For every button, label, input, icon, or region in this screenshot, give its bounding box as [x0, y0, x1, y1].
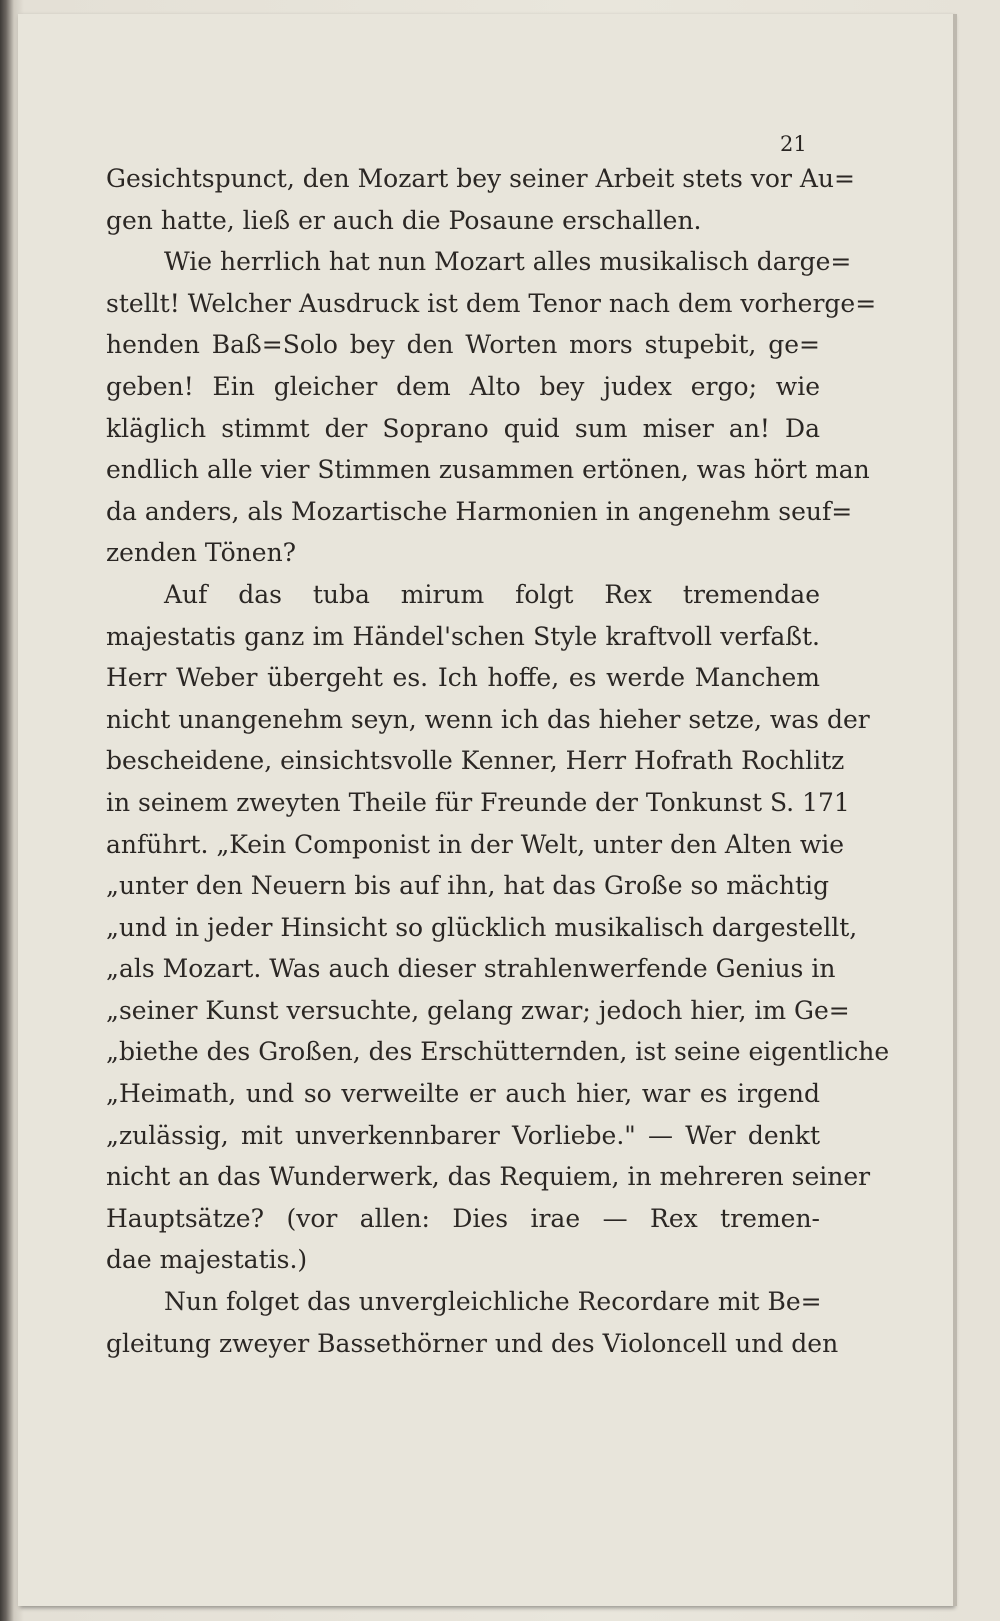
- text-line: „Heimath, und so verweilte er auch hier, war es irgend: [106, 1079, 820, 1109]
- text-line: „und in jeder Hinsicht so glücklich musikalisch dargestellt,: [106, 912, 858, 942]
- text-line: Auf das tuba mirum folgt Rex tremendae: [164, 579, 820, 609]
- text-line: kläglich stimmt der Soprano quid sum miser an! Da: [106, 413, 820, 443]
- text-line: henden Baß=Solo bey den Worten mors stupebit, ge=: [106, 330, 820, 360]
- text-line: „zulässig, mit unverkennbarer Vorliebe." — Wer denkt: [106, 1120, 820, 1150]
- text-line: Nun folget das unvergleichliche Recordare mit Be=: [164, 1287, 822, 1317]
- page-number: 21: [780, 132, 807, 156]
- text-line: „unter den Neuern bis auf ihn, hat das Große so mächtig: [106, 871, 830, 901]
- text-line: nicht unangenehm seyn, wenn ich das hieher setze, was der: [106, 704, 870, 734]
- text-line: Hauptsätze? (vor allen: Dies irae — Rex tremen-: [106, 1203, 820, 1233]
- text-line: in seinem zweyten Theile für Freunde der Tonkunst S. 171: [106, 787, 850, 817]
- body-text: [106, 158, 890, 1364]
- text-line: majestatis ganz im Händel'schen Style kraftvoll verfaßt.: [106, 621, 820, 651]
- text-line: stellt! Welcher Ausdruck ist dem Tenor nach dem vorherge=: [106, 288, 877, 318]
- text-line: „biethe des Großen, des Erschütternden, ist seine eigentliche: [106, 1037, 890, 1067]
- text-line: geben! Ein gleicher dem Alto bey judex ergo; wie: [106, 371, 820, 401]
- page-edge: [953, 14, 957, 1606]
- text-line: dae majestatis.): [106, 1245, 308, 1275]
- text-line: gleitung zweyer Bassethörner und des Violoncell und den: [106, 1328, 839, 1358]
- text-line: nicht an das Wunderwerk, das Requiem, in mehreren seiner: [106, 1162, 871, 1192]
- text-line: „als Mozart. Was auch dieser strahlenwerfende Genius in: [106, 954, 836, 984]
- text-line: „seiner Kunst versuchte, gelang zwar; jedoch hier, im Ge=: [106, 995, 850, 1025]
- text-line: gen hatte, ließ er auch die Posaune erschallen.: [106, 205, 702, 235]
- text-line: da anders, als Mozartische Harmonien in angenehm seuf=: [106, 496, 853, 526]
- text-line: bescheidene, einsichtsvolle Kenner, Herr Hofrath Rochlitz: [106, 746, 845, 776]
- text-line: Gesichtspunct, den Mozart bey seiner Arbeit stets vor Au=: [106, 164, 855, 193]
- text-line: Wie herrlich hat nun Mozart alles musikalisch darge=: [164, 247, 852, 277]
- text-line: anführt. „Kein Componist in der Welt, unter den Alten wie: [106, 829, 845, 859]
- text-line: zenden Tönen?: [106, 538, 297, 568]
- text-line: endlich alle vier Stimmen zusammen ertönen, was hört man: [106, 455, 870, 485]
- text-line: Herr Weber übergeht es. Ich hoffe, es werde Manchem: [106, 663, 820, 693]
